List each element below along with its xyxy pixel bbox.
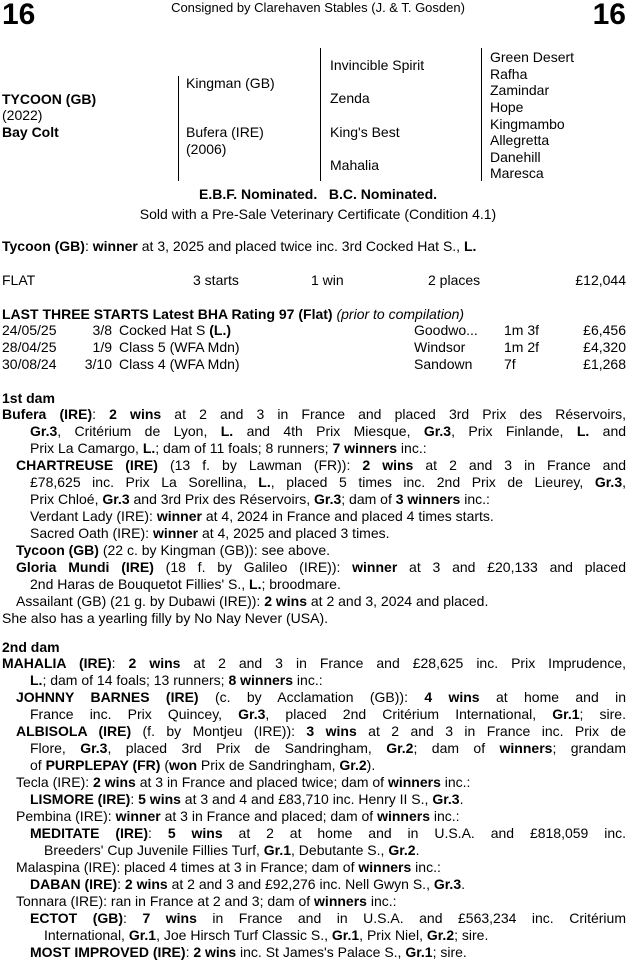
first-dam-line	[2, 610, 626, 627]
gen4-5: Kingmambo	[490, 116, 565, 132]
text-run: Malaspina (IRE): placed 4 times at 3 in France; dam of	[16, 859, 359, 875]
pedigree-line-2	[320, 48, 321, 181]
text-run: Sacred Oath (IRE):	[30, 525, 153, 541]
gen4-4: Hope	[490, 99, 524, 115]
text-run: Gr.2	[426, 927, 455, 943]
second-dam-body	[2, 655, 626, 961]
text-run: (22 c. by Kingman (GB)): see above.	[98, 542, 331, 558]
text-run: :	[111, 655, 129, 671]
text-run: MOST IMPROVED (IRE)	[30, 944, 186, 960]
text-run: 7 wins	[142, 910, 197, 926]
text-run: inc.:	[460, 491, 490, 507]
horse-colour-sex: Bay Colt	[2, 124, 59, 140]
horse-year: (2022)	[2, 107, 43, 123]
record-starts: 3 starts	[193, 272, 239, 288]
text-run: at 3 in France and placed; dam of	[160, 808, 378, 824]
text-run: ; dam of 11 foals; 8 runners;	[155, 440, 333, 456]
start-pos: 3/10	[84, 356, 112, 372]
start-prize: £1,268	[583, 356, 626, 372]
gen4-7: Danehill	[490, 149, 541, 165]
second-dam-line	[2, 825, 626, 842]
text-run: 2 wins	[109, 406, 162, 422]
text-run: inc.:	[397, 440, 427, 456]
text-run: 2nd Haras de Bouquetot Fillies' S.,	[30, 576, 250, 592]
text-run: Gr.1	[405, 944, 433, 960]
gen3-2: Zenda	[330, 90, 370, 106]
first-dam-line	[2, 576, 626, 593]
consignor: Consigned by Clarehaven Stables (J. & T. Gosden)	[171, 0, 465, 15]
record-type: FLAT	[2, 272, 36, 288]
text-run: JOHNNY BARNES (IRE)	[16, 689, 199, 705]
text-run: .	[459, 791, 464, 807]
text-run: .	[415, 842, 420, 858]
text-run: , Critérium de Lyon,	[57, 423, 221, 439]
start-pos: 1/9	[92, 339, 112, 355]
summary-horse-name: Tycoon (GB)	[2, 238, 85, 254]
record-wins: 1 win	[311, 272, 344, 288]
start-date: 24/05/25	[2, 322, 57, 338]
text-run: MAHALIA (IRE)	[2, 655, 112, 671]
start-race: Cocked Hat S (L.)	[119, 322, 232, 338]
last-three-heading: LAST THREE STARTS Latest BHA Rating 97 (Flat)	[2, 306, 333, 322]
text-run: (	[160, 757, 170, 773]
gen3-4: Mahalia	[330, 157, 380, 173]
text-run: Tecla (IRE):	[16, 774, 94, 790]
text-run: L.	[30, 672, 43, 688]
text-run: :	[117, 876, 125, 892]
last-three-heading-row	[2, 306, 464, 322]
gen3-1: Invincible Spirit	[330, 57, 425, 73]
text-run: winners	[377, 808, 430, 824]
text-run: L.	[258, 474, 271, 490]
first-dam-line	[2, 457, 626, 474]
text-run: winners	[314, 893, 367, 909]
text-run: at 3 in France and placed twice; dam of	[135, 774, 388, 790]
start-course: Sandown	[414, 356, 473, 372]
second-dam-line	[2, 791, 626, 808]
text-run: L.	[576, 423, 590, 439]
second-dam-line	[2, 927, 626, 944]
text-run: Gr.3	[80, 740, 108, 756]
text-run: :	[130, 791, 139, 807]
first-dam-line	[2, 406, 626, 423]
lot-number-right: 16	[592, 0, 626, 31]
second-dam-line	[2, 893, 626, 910]
second-dam-line	[2, 706, 626, 723]
text-run: She also has a yearling filly by No Nay Never (USA).	[2, 610, 329, 626]
gen4-2: Rafha	[490, 66, 528, 82]
text-run: :	[92, 406, 110, 422]
start-course: Goodwo...	[414, 322, 478, 338]
gen4-3: Zamindar	[490, 82, 550, 98]
text-run: , Joe Hirsch Turf Classic S.,	[156, 927, 332, 943]
summary-text: at 3, 2025 and placed twice inc. 3rd Cocked Hat S.,	[137, 238, 464, 254]
text-run: ; dam of	[413, 740, 500, 756]
pedigree-line-1	[178, 76, 179, 181]
text-run: Prix de Sandringham,	[197, 757, 340, 773]
second-dam-line	[2, 876, 626, 893]
gen4-8: Maresca	[490, 165, 544, 181]
start-dist: 1m 2f	[504, 339, 540, 355]
start-race: Class 4 (WFA Mdn)	[119, 356, 240, 372]
race-summary	[2, 238, 476, 254]
text-run: Gr.1	[263, 842, 292, 858]
second-dam-line	[2, 910, 626, 927]
second-dam-line	[2, 842, 626, 859]
summary-winner: winner	[92, 238, 138, 254]
text-run: Gr.3	[314, 491, 342, 507]
first-dam-line	[2, 491, 626, 508]
text-run: inc.:	[411, 859, 441, 875]
gen4-6: Allegretta	[490, 132, 550, 148]
text-run: (c. by Acclamation (GB)):	[198, 689, 425, 705]
text-run: :	[185, 944, 194, 960]
text-run: 2 wins	[193, 944, 237, 960]
text-run: Pembina (IRE):	[16, 808, 116, 824]
text-run: at 2 and 3 in France and	[413, 457, 627, 473]
text-run: won	[169, 757, 198, 773]
text-run: CHARTREUSE (IRE)	[16, 457, 158, 473]
text-run: , placed 2nd Critérium International,	[265, 706, 553, 722]
text-run: , Prix Niel,	[359, 927, 427, 943]
text-run: Gr.3	[102, 491, 130, 507]
text-run: ; sire.	[432, 944, 467, 960]
text-run: ; grandam	[552, 740, 627, 756]
text-run: Assailant (GB) (21 g. by Dubawi (IRE)):	[16, 593, 265, 609]
text-run: 5 wins	[138, 791, 181, 807]
text-run: Gr.2	[386, 740, 414, 756]
text-run: 3 winners	[395, 491, 461, 507]
text-run: 2 wins	[93, 774, 136, 790]
start-date: 30/08/24	[2, 356, 57, 372]
text-run: winner	[156, 508, 202, 524]
text-run: 7 winners	[332, 440, 398, 456]
second-dam-line	[2, 723, 626, 740]
nominations: E.B.F. Nominated. B.C. Nominated.	[198, 186, 438, 202]
text-run: International,	[44, 927, 129, 943]
text-run: Gr.1	[331, 927, 360, 943]
text-run: L.	[249, 576, 262, 592]
text-run: at 4, 2024 in France and placed 4 times starts.	[201, 508, 494, 524]
text-run: DABAN (IRE)	[30, 876, 118, 892]
first-dam-body	[2, 406, 626, 627]
text-run: Gr.1	[128, 927, 157, 943]
text-run: at 3 and £20,133 and placed	[397, 559, 626, 575]
text-run: inc.:	[429, 808, 460, 824]
text-run: LISMORE (IRE)	[30, 791, 131, 807]
text-run: ECTOT (GB)	[30, 910, 124, 926]
start-date: 28/04/25	[2, 339, 57, 355]
text-run: ,	[622, 474, 626, 490]
text-run: 5 wins	[167, 825, 223, 841]
text-run: at 2 and 3 in France and placed 3rd Prix des Réservoirs,	[161, 406, 627, 422]
text-run: Verdant Lady (IRE):	[30, 508, 157, 524]
text-run: ALBISOLA (IRE)	[16, 723, 132, 739]
start-prize: £4,320	[583, 339, 626, 355]
start-race: Class 5 (WFA Mdn)	[119, 339, 240, 355]
text-run: and	[589, 423, 627, 439]
text-run: at 2 and 3, 2024 and placed.	[306, 593, 489, 609]
dam-year: (2006)	[186, 141, 227, 157]
text-run: Gr.2	[388, 842, 416, 858]
text-run: Prix La Camargo,	[30, 440, 143, 456]
text-run: at 2 and 3 and £92,276 inc. Nell Gwyn S.,	[167, 876, 434, 892]
first-dam-line	[2, 525, 626, 542]
text-run: , placed 3rd Prix de Sandringham,	[107, 740, 387, 756]
start-pos: 3/8	[92, 322, 112, 338]
first-dam-line	[2, 423, 626, 440]
text-run: at 2 at home and in U.S.A. and £818,059 inc.	[222, 825, 627, 841]
text-run: Flore,	[30, 740, 81, 756]
text-run: inc.:	[293, 672, 323, 688]
text-run: winners	[387, 774, 441, 790]
text-run: winner	[152, 525, 199, 541]
text-run: :	[123, 910, 143, 926]
text-run: winner	[115, 808, 161, 824]
text-run: at 2 and 3 in France inc. Prix de	[356, 723, 626, 739]
text-run: Gloria Mundi (IRE)	[16, 559, 154, 575]
text-run: :	[148, 825, 168, 841]
text-run: winner	[352, 559, 398, 575]
first-dam-line	[2, 440, 626, 457]
second-dam-line	[2, 774, 626, 791]
text-run: inc.:	[366, 893, 397, 909]
first-dam-line	[2, 474, 626, 491]
second-dam-line	[2, 808, 626, 825]
dam-name: Bufera (IRE)	[186, 124, 264, 140]
second-dam-line	[2, 757, 626, 774]
record-earnings: £12,044	[575, 272, 626, 288]
text-run: ; dam of 14 foals; 13 runners;	[42, 672, 229, 688]
text-run: and 4th Prix Miesque,	[233, 423, 424, 439]
second-dam-line	[2, 944, 626, 961]
second-dam-heading: 2nd dam	[2, 639, 60, 655]
first-dam-line	[2, 593, 626, 610]
second-dam-line	[2, 740, 626, 757]
text-run: ; sire.	[579, 706, 626, 722]
second-dam-line	[2, 859, 626, 876]
text-run: Gr.3	[433, 876, 462, 892]
text-run: , Debutante S.,	[291, 842, 389, 858]
first-dam-line	[2, 508, 626, 525]
text-run: 8 winners	[228, 672, 294, 688]
pedigree-line-3	[481, 48, 482, 181]
text-run: inc. St James's Palace S.,	[236, 944, 406, 960]
text-run: inc.:	[440, 774, 471, 790]
text-run: MEDITATE (IRE)	[30, 825, 149, 841]
first-dam-line	[2, 559, 626, 576]
text-run: Gr.2	[339, 757, 367, 773]
second-dam-line	[2, 689, 626, 706]
summary-listed: L.	[463, 238, 477, 254]
text-run: Gr.3	[594, 474, 623, 490]
text-run: Tycoon (GB)	[16, 542, 99, 558]
text-run: 2 wins	[264, 593, 307, 609]
start-dist: 1m 3f	[504, 322, 540, 338]
start-course: Windsor	[414, 339, 466, 355]
sire-name: Kingman (GB)	[186, 75, 275, 91]
text-run: (13 f. by Lawman (FR)):	[157, 457, 363, 473]
text-run: at 4, 2025 and placed 3 times.	[198, 525, 390, 541]
text-run: ; sire.	[454, 927, 489, 943]
text-run: L.	[142, 440, 156, 456]
text-run: (18 f. by Galileo (IRE)):	[153, 559, 353, 575]
text-run: 4 wins	[424, 689, 480, 705]
horse-name: TYCOON (GB)	[2, 91, 97, 107]
first-dam-heading: 1st dam	[2, 390, 55, 406]
start-dist: 7f	[504, 356, 516, 372]
text-run: at home and in	[479, 689, 626, 705]
gen3-3: King's Best	[330, 124, 400, 140]
text-run: winners	[358, 859, 412, 875]
lot-number-left: 16	[2, 0, 36, 31]
text-run: Gr.1	[552, 706, 580, 722]
second-dam-line	[2, 655, 626, 672]
text-run: ; dam of	[341, 491, 396, 507]
text-run: .	[461, 876, 465, 892]
text-run: Prix Chloé,	[30, 491, 103, 507]
text-run: ).	[366, 757, 376, 773]
text-run: France inc. Prix Quincey,	[30, 706, 239, 722]
last-three-note: (prior to compilation)	[336, 306, 465, 322]
text-run: Tonnara (IRE): ran in France at 2 and 3; dam of	[16, 893, 315, 909]
text-run: 2 wins	[128, 655, 181, 671]
text-run: £78,625 inc. Prix La Sorellina,	[30, 474, 259, 490]
text-run: at 2 and 3 in France and £28,625 inc. Prix Imprudence,	[180, 655, 626, 671]
text-run: ; broodmare.	[261, 576, 341, 592]
text-run: L.	[220, 423, 234, 439]
text-run: Gr.3	[432, 791, 460, 807]
record-places: 2 places	[428, 272, 481, 288]
text-run: Gr.3	[30, 423, 58, 439]
text-run: Breeders' Cup Juvenile Fillies Turf,	[44, 842, 264, 858]
text-run: winners	[499, 740, 553, 756]
gen4-1: Green Desert	[490, 49, 575, 65]
text-run: Bufera (IRE)	[2, 406, 93, 422]
text-run: of	[30, 757, 46, 773]
vet-certificate: Sold with a Pre-Sale Veterinary Certificate (Condition 4.1)	[139, 206, 497, 222]
text-run: Gr.3	[423, 423, 452, 439]
text-run: , Prix Finlande,	[451, 423, 577, 439]
text-run: (f. by Montjeu (IRE)):	[131, 723, 307, 739]
text-run: PURPLEPAY (FR)	[45, 757, 161, 773]
first-dam-line	[2, 542, 626, 559]
text-run: Gr.3	[238, 706, 266, 722]
start-prize: £6,456	[583, 322, 626, 338]
second-dam-line	[2, 672, 626, 689]
text-run: in France and in U.S.A. and £563,234 inc. Critérium	[196, 910, 626, 926]
start-grade: (L.)	[209, 322, 232, 338]
text-run: 2 wins	[362, 457, 414, 473]
text-run: , placed 5 times inc. 2nd Prix de Lieurey,	[270, 474, 595, 490]
summary-sep: :	[84, 238, 93, 254]
text-run: at 3 and 4 and £83,710 inc. Henry II S.,	[180, 791, 433, 807]
text-run: and 3rd Prix des Réservoirs,	[129, 491, 315, 507]
text-run: 3 wins	[306, 723, 357, 739]
text-run: 2 wins	[124, 876, 168, 892]
